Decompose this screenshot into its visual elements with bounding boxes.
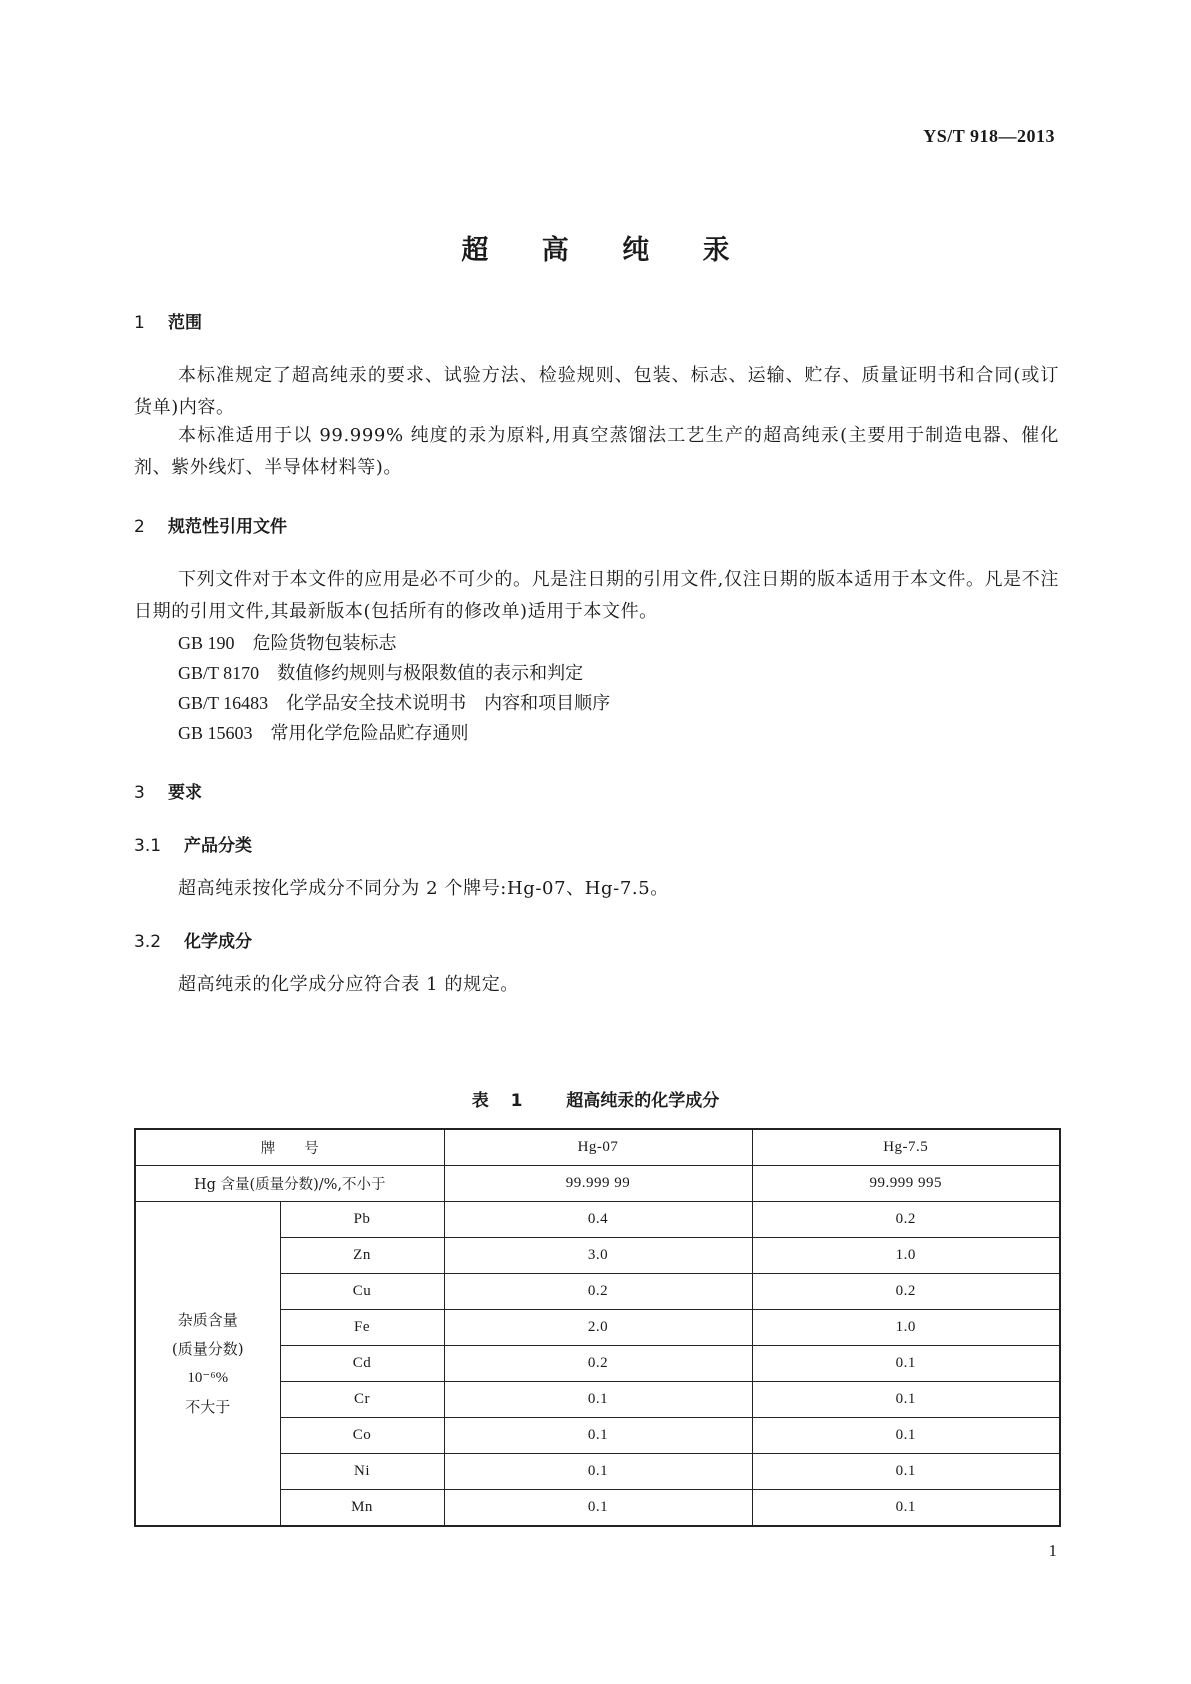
section-1-heading [134, 308, 202, 333]
section-number: 2 [134, 517, 145, 537]
section-1-paragraph-1: 本标准规定了超高纯汞的要求、试验方法、检验规则、包装、标志、运输、贮存、质量证明书和合同(或订货单)内容。 [134, 365, 1059, 418]
hg-content-label: Hg 含量(质量分数)/%,不小于 [135, 1166, 444, 1202]
section-title: 规范性引用文件 [168, 517, 287, 537]
value-cell: 0.1 [752, 1418, 1060, 1454]
element-cell: Cd [280, 1346, 444, 1382]
reference-code: GB 15603 [178, 723, 253, 743]
section-3-1-paragraph: 超高纯汞按化学成分不同分为 2 个牌号:Hg-07、Hg-7.5。 [178, 878, 669, 899]
impurity-label-line: (质量分数) [171, 1339, 244, 1358]
document-code: YS/T 918—2013 [923, 126, 1055, 146]
reference-code: GB 190 [178, 633, 235, 653]
reference-title: 常用化学危险品贮存通则 [270, 723, 469, 744]
impurity-label-line: 杂质含量 [177, 1310, 238, 1329]
value-cell: 0.2 [752, 1202, 1060, 1238]
section-title: 产品分类 [184, 836, 252, 856]
section-3-1-heading [134, 831, 252, 856]
section-number: 3.1 [134, 836, 162, 856]
section-title: 范围 [168, 313, 202, 333]
grade-cell: Hg-07 [444, 1129, 752, 1166]
reference-code: GB/T 8170 [178, 663, 260, 683]
element-cell: Mn [280, 1490, 444, 1527]
element-cell: Cr [280, 1382, 444, 1418]
value-cell: 0.1 [752, 1490, 1060, 1527]
normative-reference [178, 629, 397, 655]
chemical-composition-table [134, 1128, 1061, 1527]
section-3-2-heading [134, 927, 252, 952]
impurity-label-line: 10⁻⁶% [187, 1369, 229, 1386]
section-3-heading [134, 778, 202, 803]
value-cell: 0.1 [752, 1346, 1060, 1382]
grade-cell: Hg-7.5 [752, 1129, 1060, 1166]
section-number: 3 [134, 783, 145, 803]
section-3-2-paragraph: 超高纯汞的化学成分应符合表 1 的规定。 [178, 974, 519, 995]
value-cell: 0.1 [444, 1490, 752, 1527]
value-cell: 0.1 [752, 1382, 1060, 1418]
value-cell: 0.2 [752, 1274, 1060, 1310]
value-cell: 3.0 [444, 1238, 752, 1274]
hg-value-cell: 99.999 995 [752, 1166, 1060, 1202]
element-cell: Zn [280, 1238, 444, 1274]
grade-header-cell: 牌 号 [135, 1129, 444, 1166]
reference-title: 化学品安全技术说明书 内容和项目顺序 [286, 693, 611, 714]
value-cell: 0.4 [444, 1202, 752, 1238]
section-number: 1 [134, 313, 145, 333]
element-cell: Co [280, 1418, 444, 1454]
page-number: 1 [1048, 1541, 1057, 1560]
value-cell: 0.2 [444, 1274, 752, 1310]
element-cell: Pb [280, 1202, 444, 1238]
element-cell: Fe [280, 1310, 444, 1346]
table-caption: 表 1 超高纯汞的化学成分 [471, 1091, 720, 1111]
reference-code: GB/T 16483 [178, 693, 269, 713]
normative-reference [178, 659, 583, 685]
value-cell: 0.2 [444, 1346, 752, 1382]
table-header-row [135, 1129, 1060, 1166]
value-cell: 1.0 [752, 1310, 1060, 1346]
element-cell: Ni [280, 1454, 444, 1490]
section-number: 3.2 [134, 932, 162, 952]
normative-reference [178, 689, 610, 715]
normative-reference [178, 719, 469, 745]
section-1-paragraph-2: 本标准适用于以 99.999% 纯度的汞为原料,用真空蒸馏法工艺生产的超高纯汞(主要用于制造电器、催化剂、紫外线灯、半导体材料等)。 [134, 425, 1059, 478]
value-cell: 2.0 [444, 1310, 752, 1346]
hg-content-row [135, 1166, 1060, 1202]
table-row [135, 1202, 1060, 1238]
document-title: 超 高 纯 汞 [461, 235, 752, 266]
reference-title: 数值修约规则与极限数值的表示和判定 [277, 663, 584, 684]
section-title: 要求 [168, 783, 202, 803]
section-title: 化学成分 [184, 932, 252, 952]
value-cell: 0.1 [444, 1454, 752, 1490]
value-cell: 1.0 [752, 1238, 1060, 1274]
reference-title: 危险货物包装标志 [252, 633, 397, 654]
section-2-paragraph-1: 下列文件对于本文件的应用是必不可少的。凡是注日期的引用文件,仅注日期的版本适用于本文件。凡是不注日期的引用文件,其最新版本(包括所有的修改单)适用于本文件。 [134, 569, 1059, 622]
impurity-label-cell [135, 1202, 280, 1527]
value-cell: 0.1 [752, 1454, 1060, 1490]
hg-value-cell: 99.999 99 [444, 1166, 752, 1202]
value-cell: 0.1 [444, 1418, 752, 1454]
value-cell: 0.1 [444, 1382, 752, 1418]
section-2-heading [134, 512, 287, 537]
element-cell: Cu [280, 1274, 444, 1310]
impurity-label-line: 不大于 [185, 1397, 231, 1416]
